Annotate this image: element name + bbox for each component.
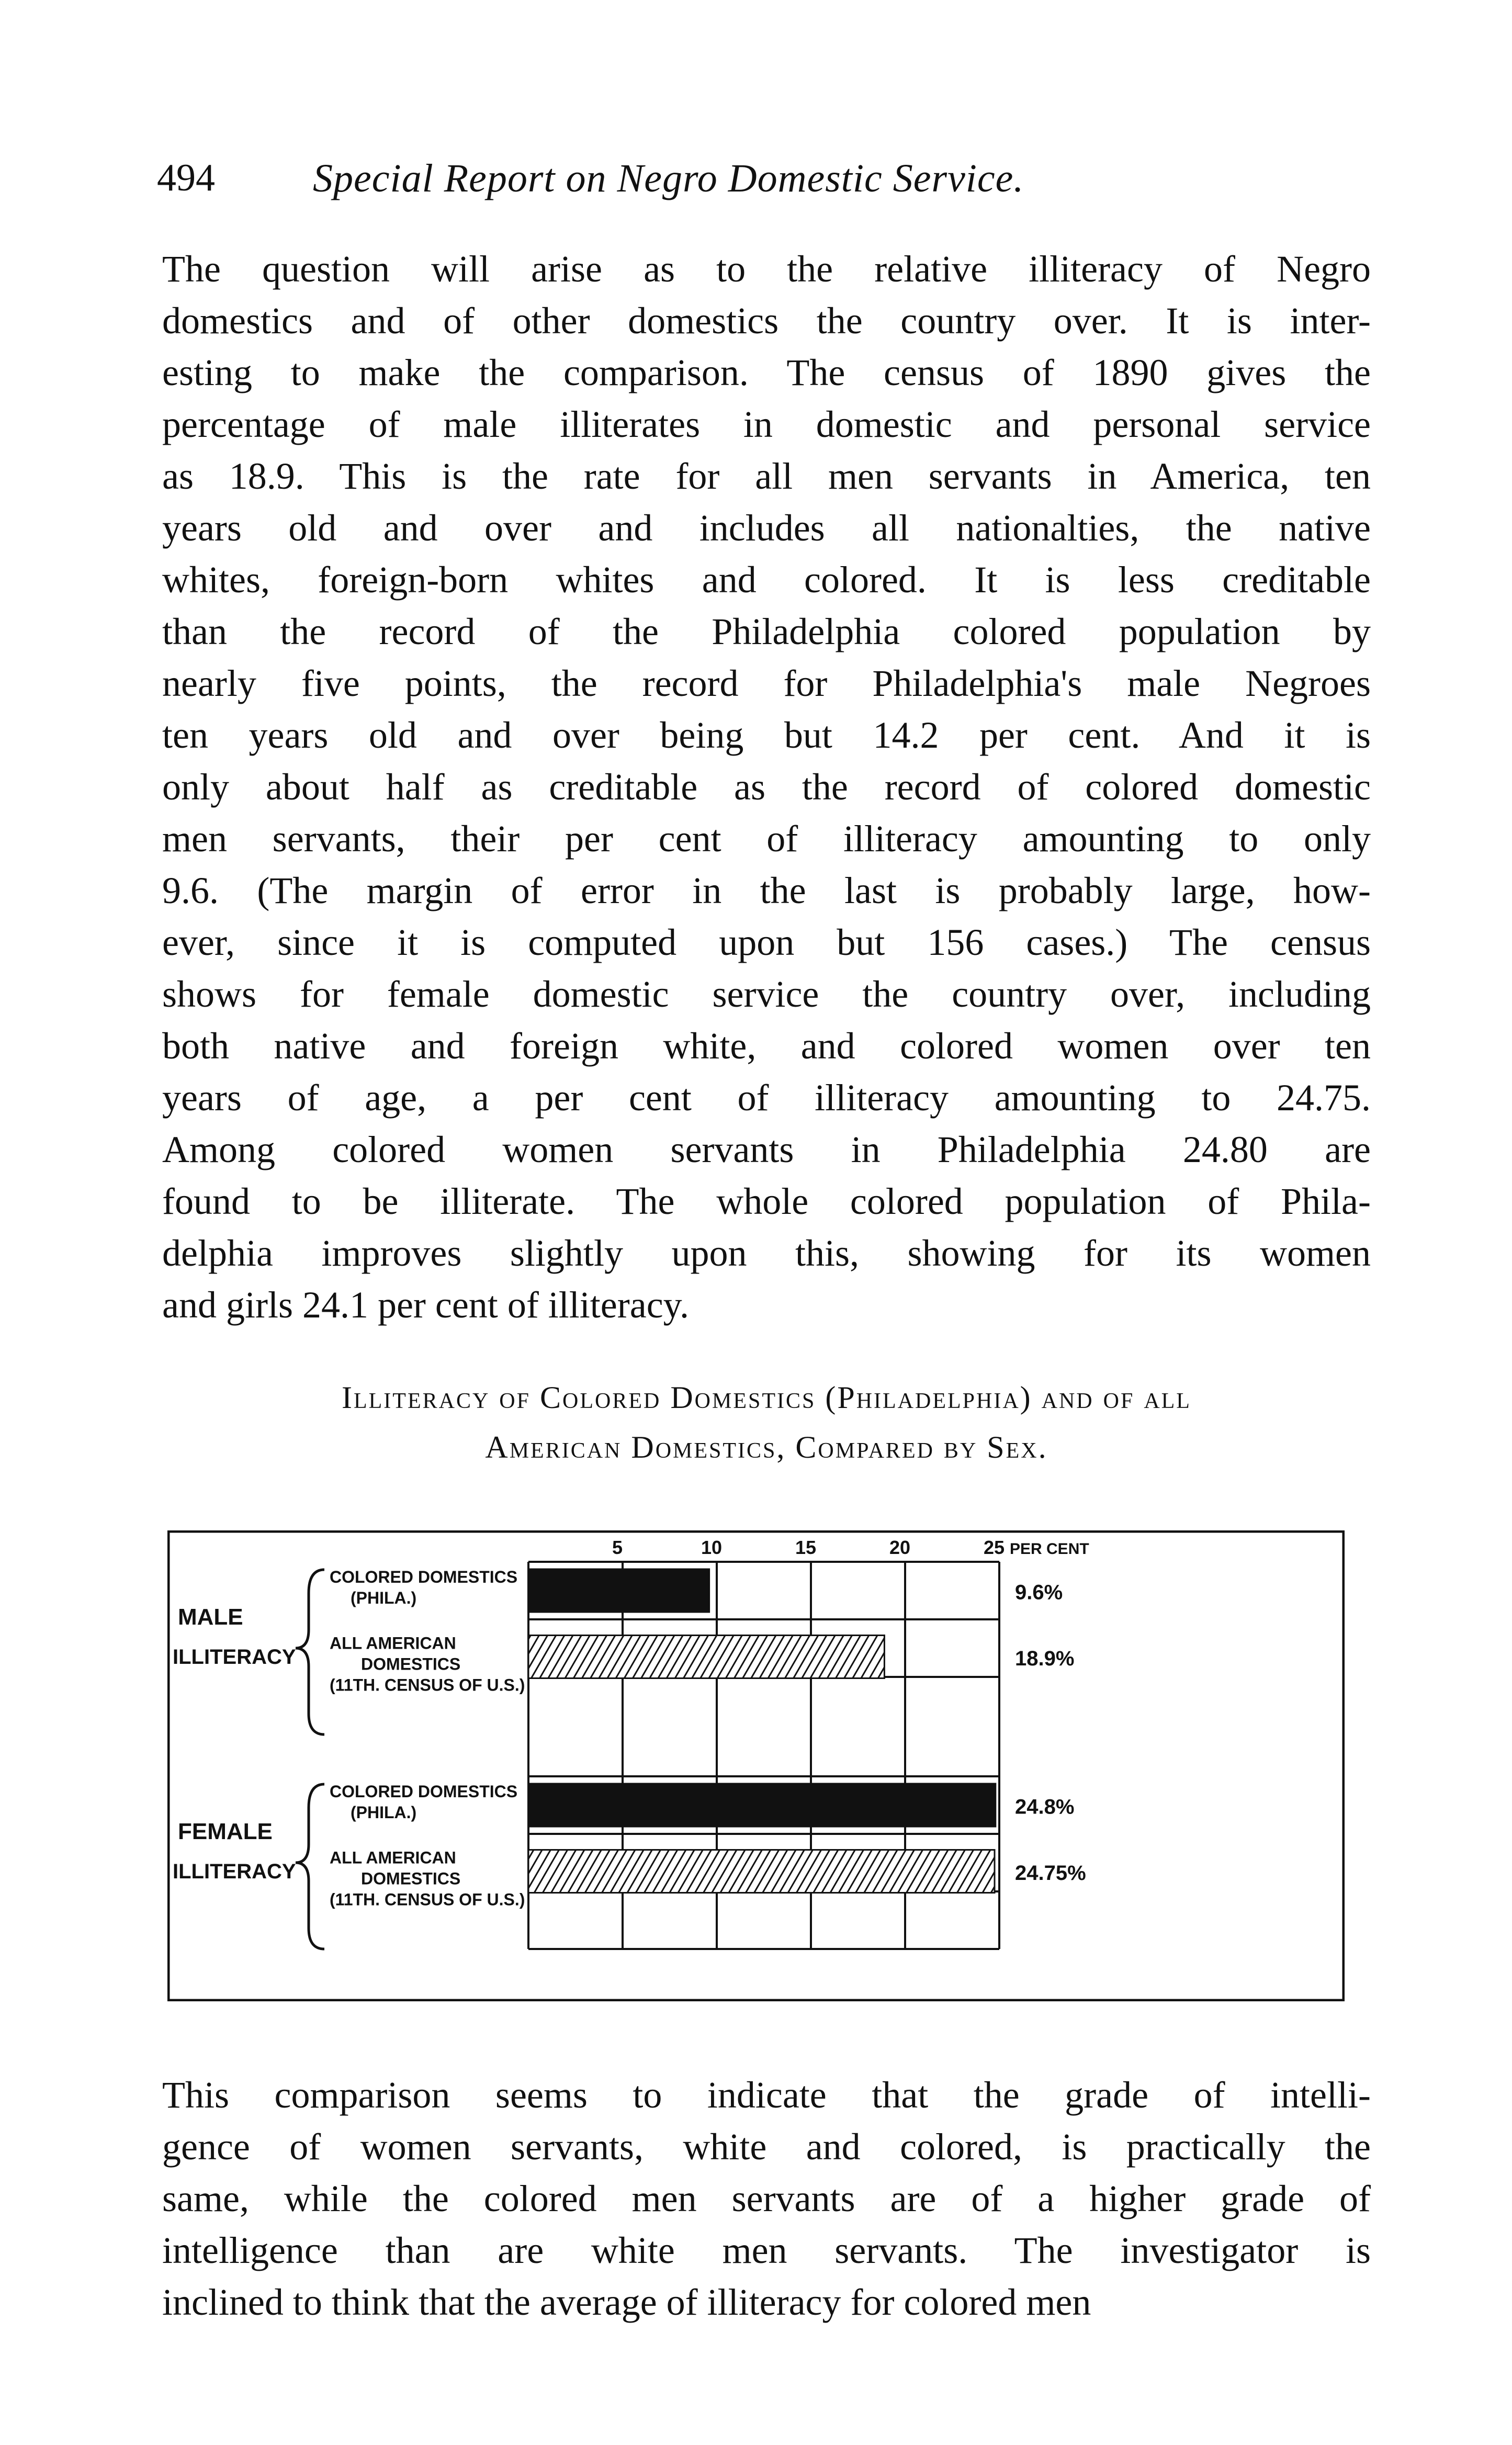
row-label: (11TH. CENSUS OF U.S.) bbox=[330, 1890, 525, 1909]
text-line: men servants, their per cent of illiteracy amounting to only bbox=[162, 818, 1371, 860]
figure-title-line-1: Illiteracy of Colored Domestics (Philadelphia) and of all bbox=[342, 1380, 1191, 1415]
text-line: both native and foreign white, and colored women over ten bbox=[162, 1025, 1371, 1067]
text-line: ten years old and over being but 14.2 per cent. And it is bbox=[162, 714, 1371, 756]
x-tick-label: 20 bbox=[889, 1537, 911, 1558]
unit-label: PER CENT bbox=[1010, 1540, 1089, 1558]
text-line: whites, foreign-born whites and colored. It is less creditable bbox=[162, 559, 1371, 601]
text-line: esting to make the comparison. The census of 1890 gives the bbox=[162, 352, 1371, 393]
x-tick-label: 5 bbox=[612, 1537, 623, 1558]
value-label: 18.9% bbox=[1015, 1647, 1075, 1670]
group-label: MALE bbox=[178, 1604, 243, 1630]
text-line: domestics and of other domestics the country over. It is inter- bbox=[162, 300, 1371, 342]
text-line: found to be illiterate. The whole colored population of Phila- bbox=[162, 1180, 1371, 1222]
text-line: than the record of the Philadelphia colored population by bbox=[162, 611, 1371, 652]
value-label: 24.75% bbox=[1015, 1862, 1086, 1885]
text-line: This comparison seems to indicate that the grade of intelli- bbox=[162, 2074, 1371, 2116]
brace bbox=[296, 1570, 324, 1734]
text-line: ever, since it is computed upon but 156 cases.) The census bbox=[162, 921, 1371, 963]
text-line: shows for female domestic service the country over, including bbox=[162, 973, 1371, 1015]
bar bbox=[528, 1569, 709, 1612]
text-line: 9.6. (The margin of error in the last is probably large, how- bbox=[162, 870, 1371, 911]
illiteracy-bar-chart bbox=[167, 1530, 1345, 2001]
text-line: and girls 24.1 per cent of illiteracy. bbox=[162, 1284, 689, 1326]
text-line: delphia improves slightly upon this, showing for its women bbox=[162, 1232, 1371, 1274]
text-line: Among colored women servants in Philadelphia 24.80 are bbox=[162, 1129, 1371, 1170]
value-label: 9.6% bbox=[1015, 1581, 1063, 1604]
paragraph-2 bbox=[162, 2069, 1371, 2328]
row-label: (11TH. CENSUS OF U.S.) bbox=[330, 1675, 525, 1695]
bar bbox=[528, 1784, 996, 1827]
row-label: DOMESTICS bbox=[361, 1654, 461, 1674]
row-label: COLORED DOMESTICS bbox=[330, 1782, 518, 1801]
page-number: 494 bbox=[157, 156, 215, 199]
bar bbox=[528, 1636, 884, 1678]
x-tick-label: 25 bbox=[983, 1537, 1005, 1558]
text-line: as 18.9. This is the rate for all men servants in America, ten bbox=[162, 455, 1371, 497]
x-tick-label: 10 bbox=[701, 1537, 723, 1558]
x-tick-label: 15 bbox=[795, 1537, 817, 1558]
running-title: Special Report on Negro Domestic Service. bbox=[313, 156, 1024, 200]
value-label: 24.8% bbox=[1015, 1795, 1075, 1819]
brace bbox=[296, 1784, 324, 1949]
text-line: only about half as creditable as the record of colored domestic bbox=[162, 766, 1371, 808]
text-line: inclined to think that the average of illiteracy for colored men bbox=[162, 2281, 1091, 2323]
text-line: years old and over and includes all nationalties, the native bbox=[162, 507, 1371, 549]
group-label: ILLITERACY bbox=[173, 1646, 296, 1669]
text-line: intelligence than are white men servants. The investigator is bbox=[162, 2229, 1371, 2271]
text-line: same, while the colored men servants are of a higher grade of bbox=[162, 2178, 1371, 2219]
text-line: nearly five points, the record for Philadelphia's male Negroes bbox=[162, 662, 1371, 704]
row-label: (PHILA.) bbox=[351, 1803, 417, 1822]
group-label: ILLITERACY bbox=[173, 1860, 296, 1883]
chart-frame bbox=[168, 1531, 1344, 2000]
row-label: DOMESTICS bbox=[361, 1869, 461, 1888]
row-label: ALL AMERICAN bbox=[330, 1633, 456, 1653]
text-line: The question will arise as to the relative illiteracy of Negro bbox=[162, 248, 1371, 290]
paragraph-1 bbox=[162, 243, 1371, 1331]
text-line: gence of women servants, white and colored, is practically the bbox=[162, 2126, 1371, 2168]
row-label: COLORED DOMESTICS bbox=[330, 1568, 518, 1586]
row-label: (PHILA.) bbox=[351, 1588, 417, 1607]
row-label: ALL AMERICAN bbox=[330, 1848, 456, 1867]
figure-title-line-2: American Domestics, Compared by Sex. bbox=[485, 1430, 1048, 1464]
text-line: percentage of male illiterates in domestic and personal service bbox=[162, 403, 1371, 445]
bar bbox=[528, 1850, 995, 1893]
group-label: FEMALE bbox=[178, 1819, 273, 1844]
text-line: years of age, a per cent of illiteracy amounting to 24.75. bbox=[162, 1077, 1371, 1119]
